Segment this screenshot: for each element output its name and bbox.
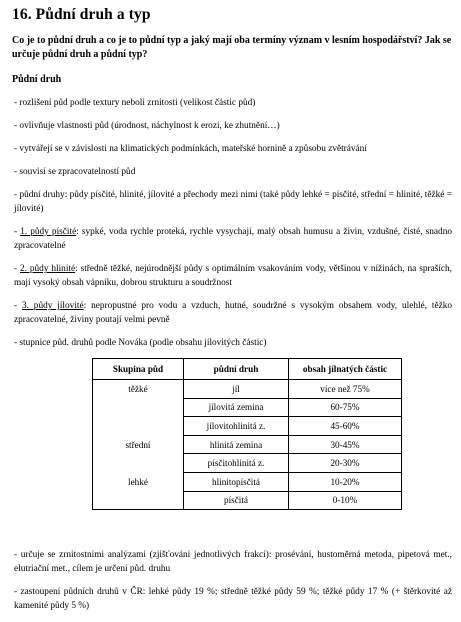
table-row [93,398,402,417]
table-cell [93,454,184,473]
bullet-properties: - ovlivňuje vlastnosti půd (úrodnost, náchylnost k erozi, ke zhutnění…) [14,121,280,131]
bullet-novak-scale: - stupnice půd. druhů podle Nováka (podle obsahu jílovitých částic) [14,338,267,348]
table-cell: 45-60% [289,417,402,436]
table-cell: hlinitá zemina [184,435,289,454]
bullet-formation: - vytvářejí se v závislosti na klimatických podmínkách, mateřské hornině a způsobu zvětrávání [14,144,367,154]
table-cell [93,398,184,417]
table-row [93,435,402,454]
table-cell: více než 75% [289,380,402,399]
bullet-clay: - 3. půdy jílovité: nepropustné pro vodu a vzduch, hutné, soudržné s vysokým obsahem vody, ulehlé, těžko zpracovatelné, živiny poutají velmi pevně [14,301,453,325]
page-title: 16. Půdní druh a typ [12,6,151,23]
table-cell: těžké [93,380,184,399]
table-cell: písčitohlinitá z. [184,454,289,473]
table-cell: hlinitopísčitá [184,472,289,491]
table-cell: jíl [184,380,289,399]
table-row [93,491,402,510]
document-page [12,6,452,622]
table-row [93,380,402,399]
table-cell: 30-45% [289,435,402,454]
bullet-analysis: - určuje se zrnitostními analýzami (zjišťování jednotlivých frakcí): prosévání, hustoměrná metoda, pipetová met., elutriační met., cílem je určení půd. druhu [14,550,452,575]
table-cell: jílovitohlinitá z. [184,417,289,436]
table-row [93,454,402,473]
table-cell: písčitá [184,491,289,510]
table-row [93,417,402,436]
table-cell: střední [93,435,184,454]
loamy-label: 2. půdy hlinité [20,264,76,274]
section-heading: Půdní druh [12,74,62,85]
bullet-cz-distribution: - zastoupení půdních druhů v ČR: lehké půdy 19 %; středně těžké půdy 59 %; těžké půdy 17 % (+ štěrkovité až kamenité půdy 5 %) [14,587,452,612]
table-cell: 60-75% [289,398,402,417]
table-header: Skupina půd [93,359,184,380]
bullet-texture: - rozlišení půd podle textury neboli zrnitosti (velikost částic půd) [14,98,256,108]
table-row [93,472,402,491]
table-cell: 10-20% [289,472,402,491]
bullet-workability: - souvisí se zpracovatelností půd [14,167,136,177]
novak-scale-table [92,358,402,510]
clay-label: 3. půdy jílovité [21,301,84,311]
spacer [12,510,452,548]
table-cell: jílovitá zemina [184,398,289,417]
question-text: Co je to půdní druh a co je to půdní typ a jaký mají oba termíny význam v lesním hospodářství? Jak se určuje půdní druh a půdní typ? [12,35,452,60]
table-header-row [93,359,402,380]
bullet-soil-types: - půdní druhy: půdy písčité, hlinité, jílovité a přechody mezi nimi (také půdy lehké = písčité, střední = hlinité, těžké = jílovité) [14,190,452,214]
table-cell [93,417,184,436]
table-header: půdní druh [184,359,289,380]
bullet-loamy: - 2. půdy hlinité: středně těžké, nejúrodnější půdy s optimálním vsakováním vody, většinou v nížinách, na spraších, mají vysoký obsah vápníku, dobrou strukturu a soudržnost [14,264,452,288]
table-cell: 0-10% [289,491,402,510]
table-header: obsah jílnatých částic [289,359,402,380]
bullet-sandy: - 1. půdy písčité: sypké, voda rychle proteká, rychle vysychají, malý obsah humusu a živin, vzdušné, čisté, snadno zpracovatelné [14,227,452,251]
table-cell: lehké [93,472,184,491]
sandy-label: 1. půdy písčité [20,227,77,237]
table-cell [93,491,184,510]
table-cell: 20-30% [289,454,402,473]
